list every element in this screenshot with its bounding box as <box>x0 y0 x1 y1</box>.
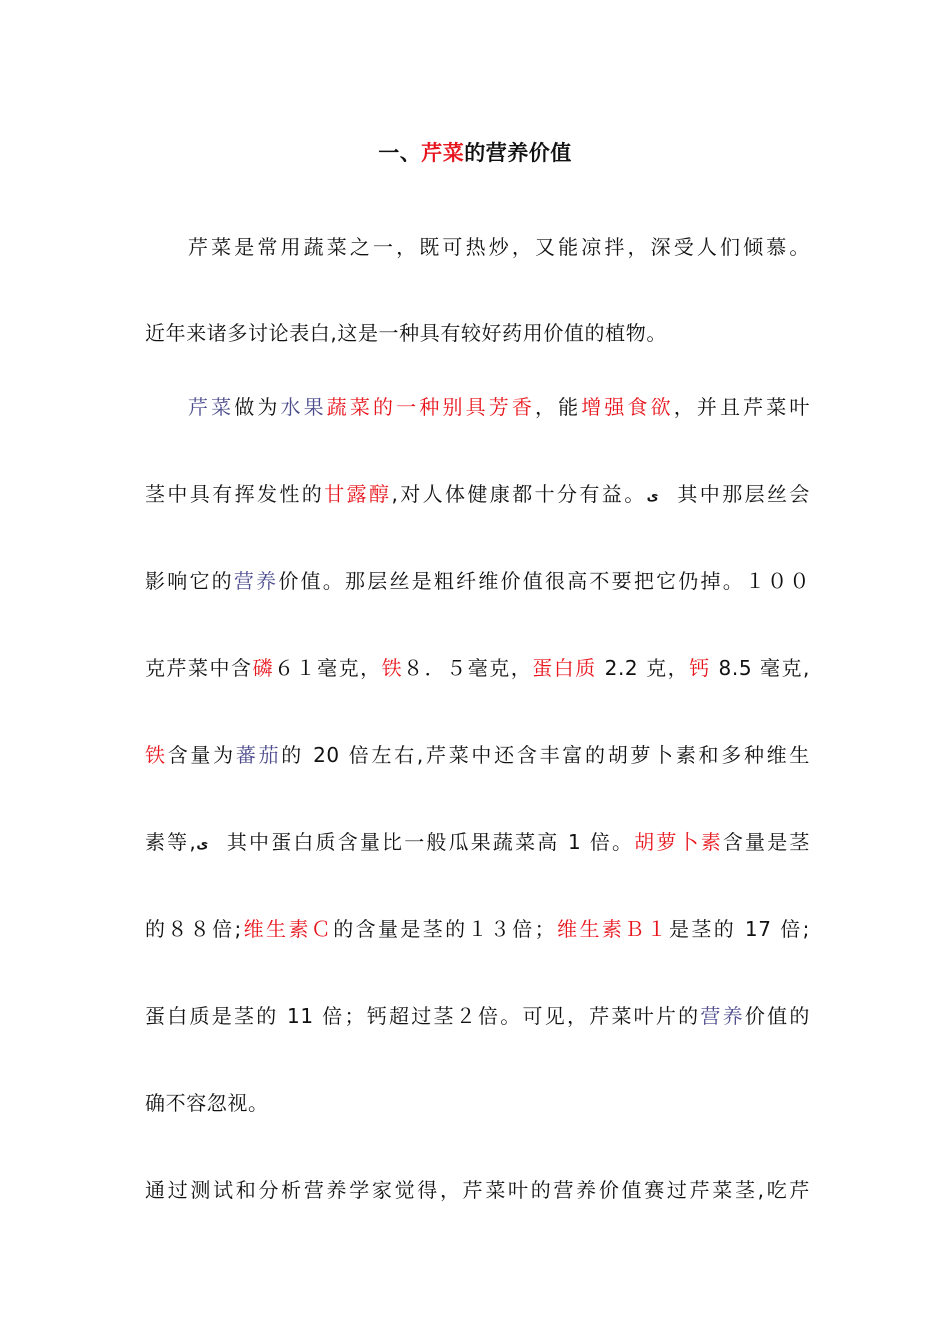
text-run: 蔬菜的一种别具芳香 <box>326 395 535 419</box>
paragraph-3-line-6 <box>145 827 810 860</box>
paragraph-3-line-1 <box>188 392 810 422</box>
paragraph-3-line-3 <box>145 566 810 596</box>
text-run: 其中那层丝会 <box>668 482 810 506</box>
text-run: 8.5 毫克, <box>710 656 810 680</box>
text-run: ,对人体健康都十分有益。 <box>391 482 647 506</box>
text-run: 维生素Ｃ <box>241 917 334 941</box>
text-run: 增强食欲 <box>581 395 674 419</box>
paragraph-mark-glyph: ی <box>196 837 209 852</box>
paragraph-2-line-1: 近年来诸多讨论表白,这是一种具有较好药用价值的植物。 <box>145 321 667 345</box>
title-prefix: 一、 <box>378 141 422 165</box>
text-run: 甘露醇 <box>324 482 392 506</box>
text-run: ６１毫克， <box>274 656 382 680</box>
text-run: 的含量是茎的１３倍； <box>333 917 556 941</box>
text-run: 铁 <box>381 656 404 680</box>
title-highlight: 芹菜 <box>421 141 465 165</box>
title-suffix: 的营养价值 <box>464 141 572 165</box>
paragraph-3-line-5 <box>145 740 810 770</box>
text-run: ，并且芹菜叶 <box>673 395 811 419</box>
text-run: 克芹菜中含 <box>145 656 253 680</box>
text-run: 2.2 克， <box>596 656 690 680</box>
text-run: 价值。那层丝是粗纤维价值很高不要把它仍掉。１００ <box>278 569 811 593</box>
text-run: 芹菜 <box>188 395 235 419</box>
text-run: 含量为 <box>167 743 236 767</box>
text-run: 磷 <box>252 656 275 680</box>
text-run: ８．５毫克， <box>403 656 533 680</box>
text-run: 胡萝卜素 <box>634 830 723 854</box>
text-run: 影响它的 <box>145 569 234 593</box>
text-run: 素等, <box>145 830 197 854</box>
paragraph-mark-glyph: ی <box>646 489 659 504</box>
text-run: 维生素Ｂ１ <box>555 917 669 941</box>
text-run: 铁 <box>145 743 168 767</box>
paragraph-3-line-4 <box>145 653 810 683</box>
text-run: 含量是茎 <box>722 830 810 854</box>
text-run: 的８８倍; <box>145 917 242 941</box>
text-run: 蛋白质是茎的 11 倍；钙超过茎２倍。可见，芹菜叶片的 <box>145 1004 701 1028</box>
paragraph-3-line-7 <box>145 914 810 944</box>
text-run: 营养 <box>233 569 279 593</box>
text-run: 的 20 倍左右,芹菜中还含丰富的胡萝卜素和多种维生 <box>281 743 810 767</box>
text-run: 其中蛋白质含量比一般瓜果蔬菜高 1 倍。 <box>218 830 635 854</box>
text-run: 蕃茄 <box>235 743 282 767</box>
text-run: 水果 <box>280 395 327 419</box>
section-title <box>0 138 950 168</box>
text-run: 营养 <box>700 1004 745 1028</box>
paragraph-3-line-8 <box>145 1001 810 1031</box>
text-run: 茎中具有挥发性的 <box>145 482 325 506</box>
text-run: 钙 <box>689 656 711 680</box>
paragraph-3-line-9 <box>145 1088 810 1118</box>
text-run: ，能 <box>534 395 582 419</box>
text-run: 是茎的 17 倍; <box>669 917 811 941</box>
text-run: 蛋白质 <box>532 656 597 680</box>
text-run: 做为 <box>234 395 281 419</box>
text-run: 价值的 <box>744 1004 810 1028</box>
paragraph-4-line-1: 通过测试和分析营养学家觉得，芹菜叶的营养价值赛过芹菜茎,吃芹 <box>145 1178 810 1202</box>
text-run: 确不容忽视。 <box>145 1091 269 1115</box>
paragraph-3-line-2 <box>145 479 810 512</box>
paragraph-1-line-1: 芹菜是常用蔬菜之一，既可热炒，又能凉拌，深受人们倾慕。 <box>188 235 810 259</box>
